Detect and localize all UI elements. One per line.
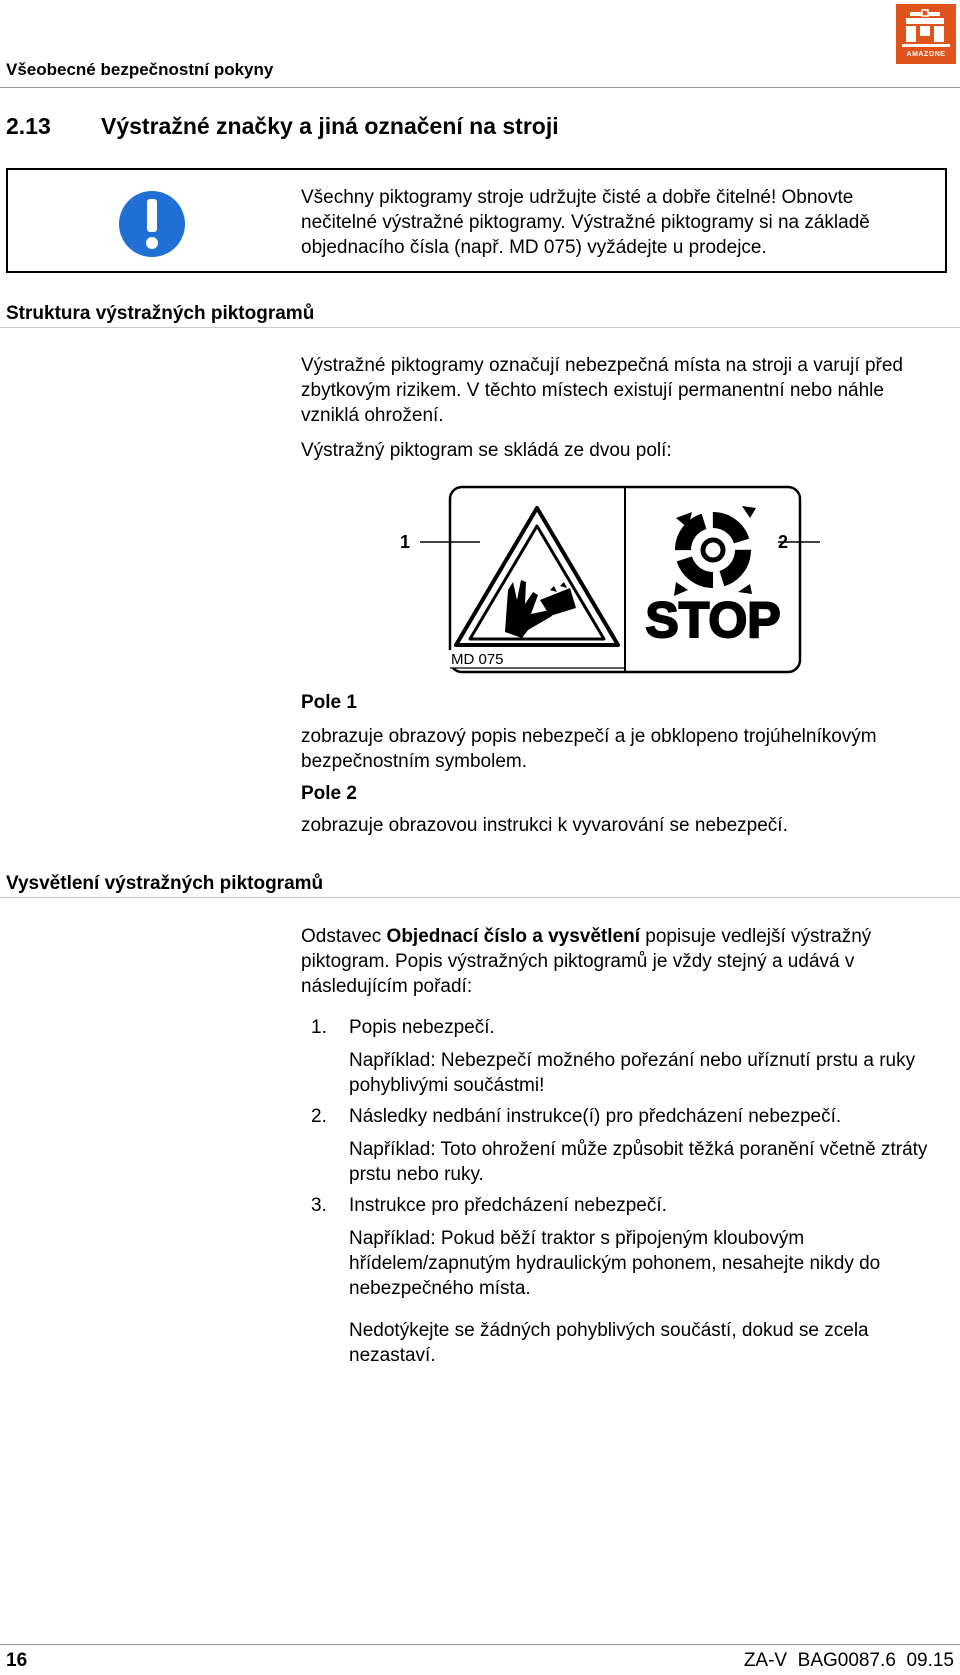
header-rule xyxy=(0,87,960,88)
list-item-detail: Například: Toto ohrožení může způsobit těžká poranění včetně ztráty prstu nebo ruky. xyxy=(349,1139,928,1185)
structure-para-1: Výstražné piktogramy označují nebezpečná místa na stroji a varují před zbytkovým rizikem. V těchto místech existují permanentní nebo náhle vzniklá ohrožení. xyxy=(301,355,903,426)
structure-rule xyxy=(0,327,960,328)
structure-para-2: Výstražný piktogram se skládá ze dvou polí: xyxy=(301,440,672,461)
callout-1: 1 xyxy=(400,532,411,552)
explanation-rule xyxy=(0,897,960,898)
warning-pictogram xyxy=(400,482,840,682)
amazone-logo-text: AMAZONE xyxy=(906,51,946,58)
list-item-number: 2. xyxy=(311,1106,327,1127)
list-item-detail: Například: Nebezpečí možného pořezání nebo uříznutí prstu a ruky pohyblivými součástmi! xyxy=(349,1050,916,1096)
intro-after: popisuje vedlejší výstražný piktogram. Popis výstražných piktogramů je vždy stejný a udává v následujícím pořadí: xyxy=(301,926,872,997)
notice-text: Všechny piktogramy stroje udržujte čisté a dobře čitelné! Obnovte nečitelné výstražné piktogramy. Výstražné piktogramy si na základě objednacího čísla (např. MD 075) vyžádejte u prodejce. xyxy=(301,187,870,258)
heading-number: 2.13 xyxy=(6,113,51,139)
structure-heading: Struktura výstražných piktogramů xyxy=(6,303,315,324)
list-item-number: 1. xyxy=(311,1017,327,1038)
list-item-title: Instrukce pro předcházení nebezpečí. xyxy=(349,1195,667,1216)
field-2-title: Pole 2 xyxy=(301,783,357,804)
document-code: ZA-V BAG0087.6 09.15 xyxy=(743,1650,954,1671)
field-1-text: zobrazuje obrazový popis nebezpečí a je obklopeno trojúhelníkovým bezpečnostním symbolem. xyxy=(301,726,877,772)
exclamation-icon xyxy=(117,189,187,264)
intro-before: Odstavec xyxy=(301,926,387,947)
field-2-text: zobrazuje obrazovou instrukci k vyvarování se nebezpečí. xyxy=(301,815,788,836)
amazone-logo xyxy=(896,4,956,64)
explanation-intro xyxy=(301,924,936,999)
list-item-title: Následky nedbání instrukce(í) pro předcházení nebezpečí. xyxy=(349,1106,842,1127)
final-note: Nedotýkejte se žádných pohyblivých součástí, dokud se zcela nezastaví. xyxy=(349,1320,869,1366)
section-label: Všeobecné bezpečnostní pokyny xyxy=(6,60,274,79)
list-item-title: Popis nebezpečí. xyxy=(349,1017,495,1038)
page-number: 16 xyxy=(6,1650,28,1671)
page-title: Výstražné značky a jiná označení na stroji xyxy=(101,113,559,139)
pictogram-code: MD 075 xyxy=(451,651,504,668)
list-item-detail: Například: Pokud běží traktor s připojeným kloubovým hřídelem/zapnutým hydraulickým pohonem, nesahejte nikdy do nebezpečného místa. xyxy=(349,1228,881,1299)
stop-sign-text: STOP xyxy=(645,592,781,648)
intro-bold: Objednací číslo a vysvětlení xyxy=(386,926,640,947)
list-item-number: 3. xyxy=(311,1195,327,1216)
footer-rule xyxy=(0,1644,960,1645)
callout-2: 2 xyxy=(778,532,789,552)
explanation-heading: Vysvětlení výstražných piktogramů xyxy=(6,873,324,894)
field-1-title: Pole 1 xyxy=(301,692,357,713)
